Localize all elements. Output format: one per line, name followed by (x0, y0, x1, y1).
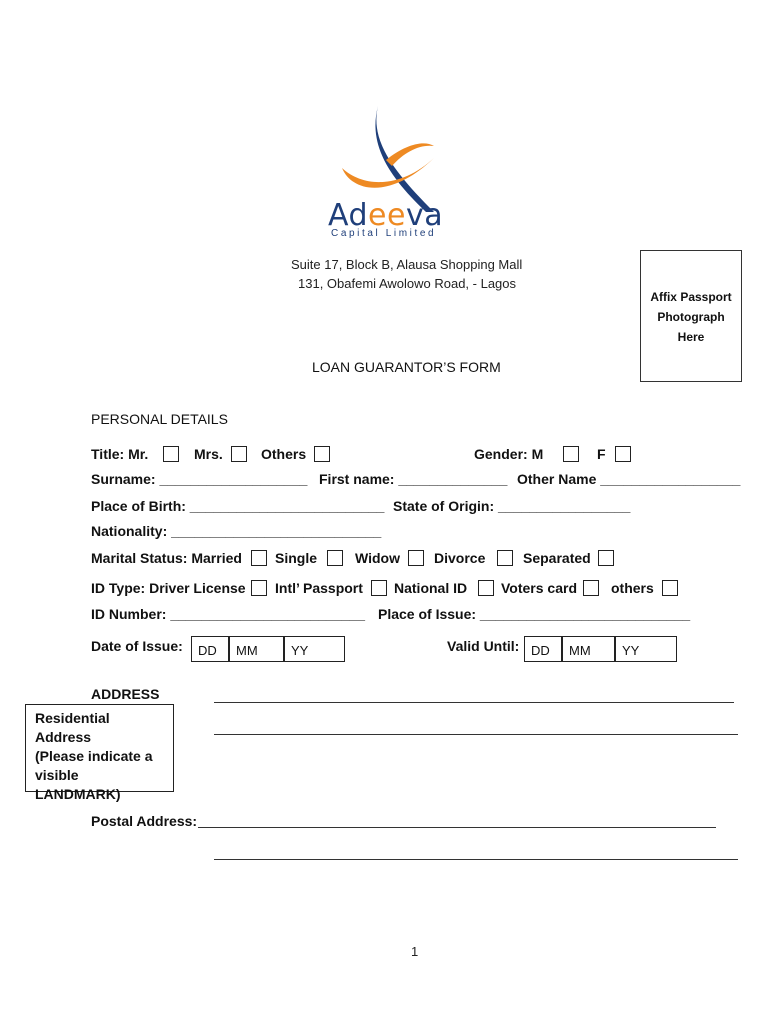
intl-passport-label: Intl’ Passport (275, 580, 363, 596)
other-name-field[interactable]: Other Name __________________ (517, 471, 741, 487)
gender-label: Gender: M (474, 446, 544, 462)
residential-line-5: LANDMARK) (35, 786, 121, 802)
national-id-label: National ID (394, 580, 468, 596)
valid-day-field[interactable]: DD (524, 636, 562, 662)
postal-line-blank-2[interactable] (214, 859, 738, 860)
voters-card-label: Voters card (501, 580, 577, 596)
photo-box-line-2: Photograph (657, 310, 725, 324)
residential-line-3: (Please indicate a (35, 748, 153, 764)
separated-label: Separated (523, 550, 591, 566)
single-label: Single (275, 550, 318, 566)
checkbox-driver-license[interactable] (251, 580, 267, 596)
checkbox-gender-m[interactable] (563, 446, 579, 462)
address-line-blank-2[interactable] (214, 734, 738, 735)
others-id-label: others (611, 580, 654, 596)
issue-day-field[interactable]: DD (191, 636, 229, 662)
valid-year-field[interactable]: YY (615, 636, 677, 662)
residential-line-2: Address (35, 729, 92, 745)
checkbox-voters-card[interactable] (583, 580, 599, 596)
photo-box-line-3: Here (677, 330, 705, 344)
checkbox-gender-f[interactable] (615, 446, 631, 462)
marital-status-label: Marital Status: Married (91, 550, 242, 566)
logo-wordmark: Adeeva (328, 198, 444, 233)
checkbox-intl-passport[interactable] (371, 580, 387, 596)
mrs-label: Mrs. (194, 446, 223, 462)
female-label: F (597, 446, 606, 462)
checkbox-married[interactable] (251, 550, 267, 566)
date-of-issue-label: Date of Issue: (91, 638, 183, 654)
issue-month-field[interactable]: MM (229, 636, 284, 662)
checkbox-single[interactable] (327, 550, 343, 566)
valid-month-field[interactable]: MM (562, 636, 615, 662)
photo-box-line-1: Affix Passport (650, 290, 732, 304)
first-name-field[interactable]: First name: ______________ (319, 471, 508, 487)
checkbox-widow[interactable] (408, 550, 424, 566)
address-line-blank-1[interactable] (214, 702, 734, 703)
place-of-issue-field[interactable]: Place of Issue: ___________________________ (378, 606, 691, 622)
residential-line-4: visible (35, 767, 79, 783)
section-address: ADDRESS (91, 686, 160, 702)
checkbox-mrs[interactable] (231, 446, 247, 462)
checkbox-divorce[interactable] (497, 550, 513, 566)
checkbox-national-id[interactable] (478, 580, 494, 596)
address-line-2: 131, Obafemi Awolowo Road, - Lagos (298, 276, 517, 291)
state-of-origin-field[interactable]: State of Origin: _________________ (393, 498, 631, 514)
issue-year-field[interactable]: YY (284, 636, 345, 662)
logo-tagline: Capital Limited (331, 228, 437, 239)
postal-line-blank-1[interactable] (198, 827, 716, 828)
place-of-birth-field[interactable]: Place of Birth: _________________________ (91, 498, 385, 514)
nationality-field[interactable]: Nationality: ___________________________ (91, 523, 382, 539)
others-label: Others (261, 446, 307, 462)
checkbox-others-title[interactable] (314, 446, 330, 462)
page-number: 1 (411, 944, 419, 959)
id-number-field[interactable]: ID Number: _________________________ (91, 606, 365, 622)
residential-address-label-box (25, 704, 174, 802)
logo-swoosh-icon (330, 100, 450, 212)
surname-field[interactable]: Surname: ___________________ (91, 471, 308, 487)
passport-photo-box[interactable] (640, 250, 742, 382)
form-title: LOAN GUARANTOR’S FORM (312, 359, 501, 375)
address-line-1: Suite 17, Block B, Alausa Shopping Mall (291, 257, 523, 272)
checkbox-others-id[interactable] (662, 580, 678, 596)
residential-line-1: Residential (35, 710, 110, 726)
divorce-label: Divorce (434, 550, 486, 566)
id-type-label: ID Type: Driver License (91, 580, 246, 596)
title-label: Title: Mr. (91, 446, 149, 462)
postal-address-label: Postal Address: (91, 813, 198, 829)
checkbox-separated[interactable] (598, 550, 614, 566)
valid-until-label: Valid Until: (447, 638, 520, 654)
checkbox-mr[interactable] (163, 446, 179, 462)
section-personal-details: PERSONAL DETAILS (91, 411, 228, 427)
widow-label: Widow (355, 550, 400, 566)
